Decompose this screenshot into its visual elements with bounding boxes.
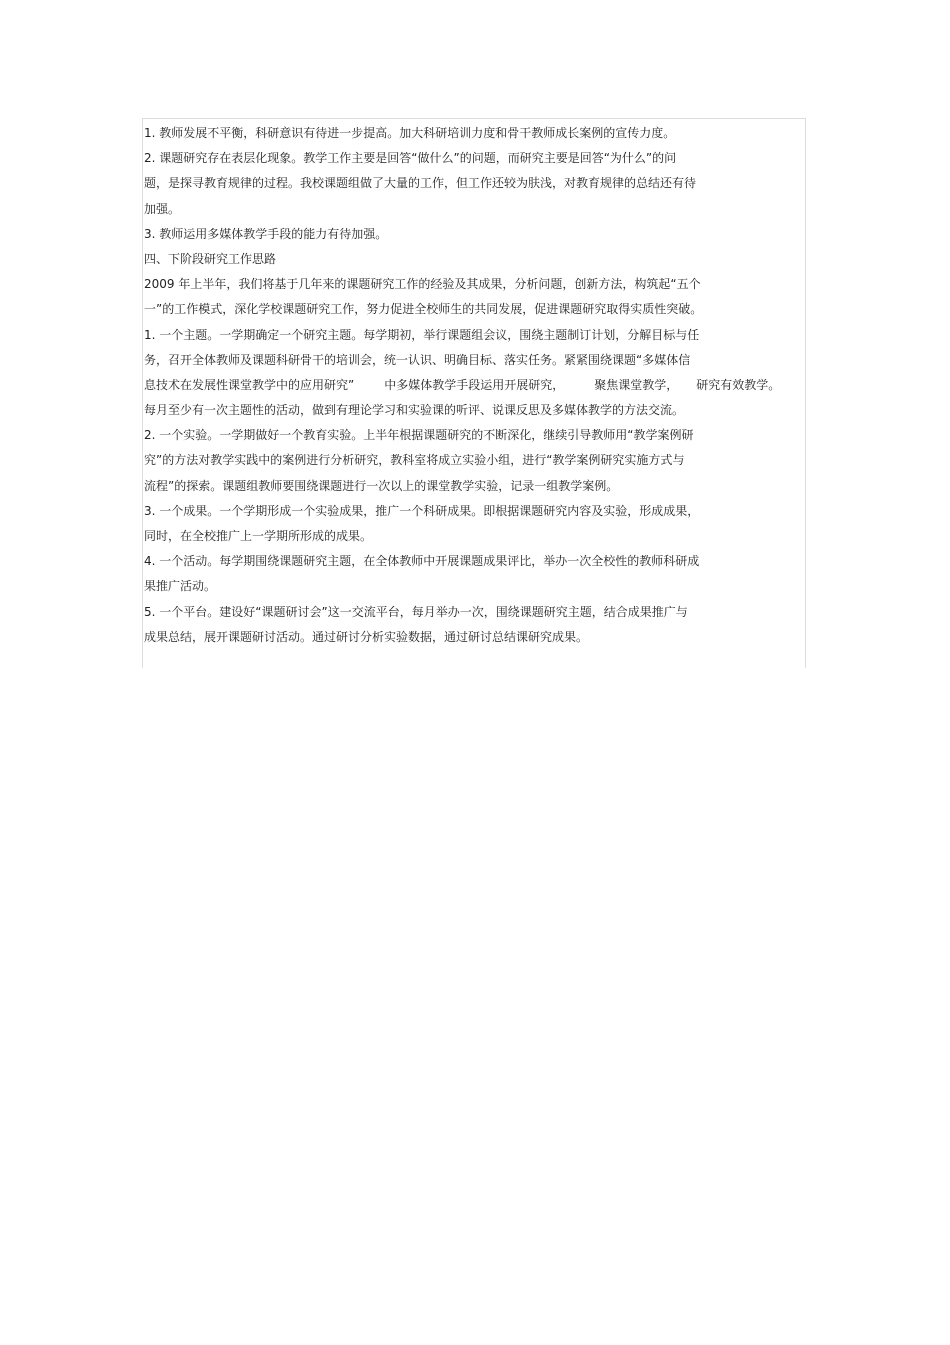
text-line: 1. 教师发展不平衡，科研意识有待进一步提高。加大科研培训力度和骨干教师成长案例的宣传力度。 [144, 126, 676, 140]
text-line: 题，是探寻教育规律的过程。我校课题组做了大量的工作，但工作还较为肤浅，对教育规律的总结还有待 [144, 176, 697, 191]
text-line-split [144, 373, 824, 398]
text-fragment: 中多媒体教学手段运用开展研究， [384, 377, 565, 392]
text-line: 每月至少有一次主题性的活动，做到有理论学习和实验课的听评、说课反思及多媒体教学的方法交流。 [144, 403, 685, 418]
document-body [144, 121, 824, 650]
text-line: 果推广活动。 [144, 579, 217, 594]
text-line: 2009 年上半年，我们将基于几年来的课题研究工作的经验及其成果，分析问题，创新方法，构筑起“五个 [144, 277, 701, 292]
text-line: 一”的工作模式，深化学校课题研究工作，努力促进全校师生的共同发展，促进课题研究取得实质性突破。 [144, 302, 703, 317]
section-heading: 四、下阶段研究工作思路 [144, 251, 277, 266]
text-fragment: 息技术在发展性课堂教学中的应用研究” [144, 377, 355, 392]
text-fragment: 研究有效教学。 [696, 377, 781, 392]
text-fragment: 聚焦课堂教学， [594, 377, 679, 392]
text-line: 加强。 [144, 201, 181, 216]
text-line: 务，召开全体教师及课题科研骨干的培训会，统一认识、明确目标、落实任务。紧紧围绕课题“多媒体信 [144, 352, 691, 367]
text-line: 成果总结，展开课题研讨活动。通过研讨分析实验数据，通过研讨总结课研究成果。 [144, 629, 589, 644]
text-line: 2. 一个实验。一学期做好一个教育实验。上半年根据课题研究的不断深化，继续引导教师用“教学案例研 [144, 428, 694, 443]
text-line: 1. 一个主题。一学期确定一个研究主题。每学期初，举行课题组会议，围绕主题制订计划，分解目标与任 [144, 327, 700, 342]
text-line: 究”的方法对教学实践中的案例进行分析研究，教科室将成立实验小组，进行“教学案例研究实施方式与 [144, 453, 685, 468]
text-line: 3. 一个成果。一个学期形成一个实验成果，推广一个科研成果。即根据课题研究内容及实验，形成成果， [144, 503, 700, 518]
text-line: 3. 教师运用多媒体教学手段的能力有待加强。 [144, 226, 388, 241]
text-line: 流程”的探索。课题组教师要围绕课题进行一次以上的课堂教学实验，记录一组教学案例。 [144, 478, 619, 493]
text-line: 同时，在全校推广上一学期所形成的成果。 [144, 529, 373, 543]
text-line: 2. 课题研究存在表层化现象。教学工作主要是回答“做什么”的问题，而研究主要是回答“为什么”的问 [144, 151, 677, 166]
text-line: 5. 一个平台。建设好“课题研讨会”这一交流平台，每月举办一次，围绕课题研究主题，结合成果推广与 [144, 604, 688, 619]
text-line: 4. 一个活动。每学期围绕课题研究主题，在全体教师中开展课题成果评比，举办一次全校性的教师科研成 [144, 554, 700, 569]
